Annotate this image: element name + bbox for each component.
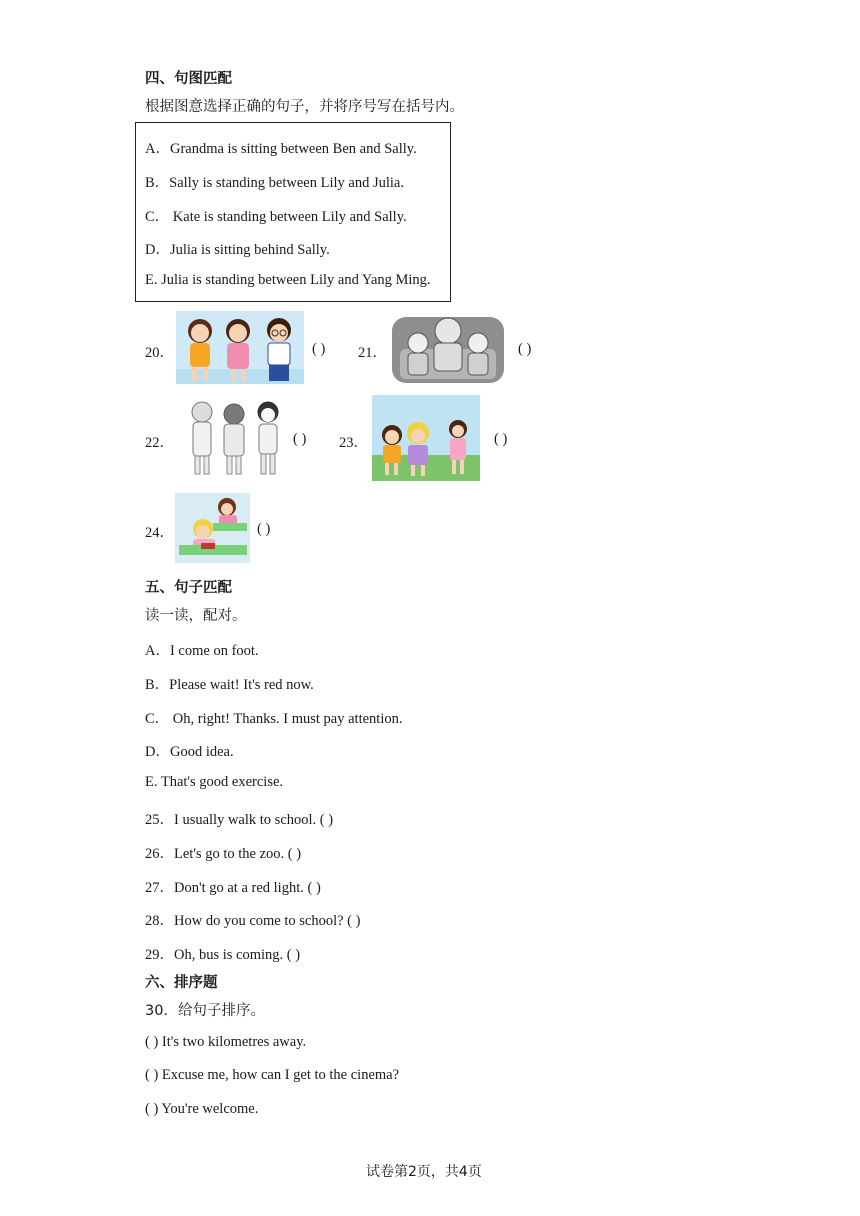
- item-22-answer-bracket[interactable]: ( ): [293, 431, 307, 447]
- item-23-answer-bracket[interactable]: ( ): [494, 431, 508, 447]
- option-b: B．Sally is standing between Lily and Julia.: [145, 175, 404, 191]
- item-21-number: 21．: [358, 345, 387, 361]
- question-29[interactable]: 29．Oh, bus is coming. ( ): [145, 947, 301, 963]
- s5-option-b: B．Please wait! It's red now.: [145, 677, 314, 693]
- item-23-number: 23．: [339, 435, 368, 451]
- item-22-number: 22．: [145, 435, 174, 451]
- option-a: A．Grandma is sitting between Ben and Sally.: [145, 141, 417, 157]
- item-24-answer-bracket[interactable]: ( ): [257, 521, 271, 537]
- item-21-answer-bracket[interactable]: ( ): [518, 341, 532, 357]
- order-line-1[interactable]: ( ) It's two kilometres away.: [145, 1034, 307, 1050]
- page-footer: 试卷第2页，共4页: [366, 1164, 482, 1180]
- option-e: E. Julia is standing between Lily and Yang Ming.: [145, 272, 431, 288]
- question-28[interactable]: 28．How do you come to school? ( ): [145, 913, 361, 929]
- question-25[interactable]: 25．I usually walk to school. ( ): [145, 812, 334, 828]
- picture-22-three-girls-sketch: [184, 398, 284, 478]
- section-5-title: 五、句子匹配: [145, 580, 232, 596]
- s5-option-a: A．I come on foot.: [145, 643, 259, 659]
- option-c: C． Kate is standing between Lily and Sally.: [145, 209, 407, 225]
- s5-option-c: C． Oh, right! Thanks. I must pay attention.: [145, 711, 403, 727]
- s5-option-d: D．Good idea.: [145, 744, 234, 760]
- item-20-answer-bracket[interactable]: ( ): [312, 341, 326, 357]
- picture-21-grandma-on-sofa: [390, 309, 506, 386]
- picture-24-girls-at-desks: [175, 493, 250, 563]
- order-line-3[interactable]: ( ) You're welcome.: [145, 1101, 259, 1117]
- question-26[interactable]: 26．Let's go to the zoo. ( ): [145, 846, 302, 862]
- picture-20-three-children: [176, 311, 304, 384]
- question-30: 30．给句子排序。: [145, 1003, 265, 1019]
- picture-23-three-girls-on-grass: [372, 395, 480, 481]
- order-line-2[interactable]: ( ) Excuse me, how can I get to the cinema?: [145, 1067, 400, 1083]
- option-d: D．Julia is sitting behind Sally.: [145, 242, 330, 258]
- section-5-instruction: 读一读，配对。: [145, 608, 247, 624]
- section-6-title: 六、排序题: [145, 975, 218, 991]
- s5-option-e: E. That's good exercise.: [145, 774, 284, 790]
- item-20-number: 20．: [145, 345, 174, 361]
- section-4-instruction: 根据图意选择正确的句子，并将序号写在括号内。: [145, 99, 464, 115]
- item-24-number: 24．: [145, 525, 174, 541]
- question-27[interactable]: 27．Don't go at a red light. ( ): [145, 880, 321, 896]
- section-4-title: 四、句图匹配: [145, 71, 232, 87]
